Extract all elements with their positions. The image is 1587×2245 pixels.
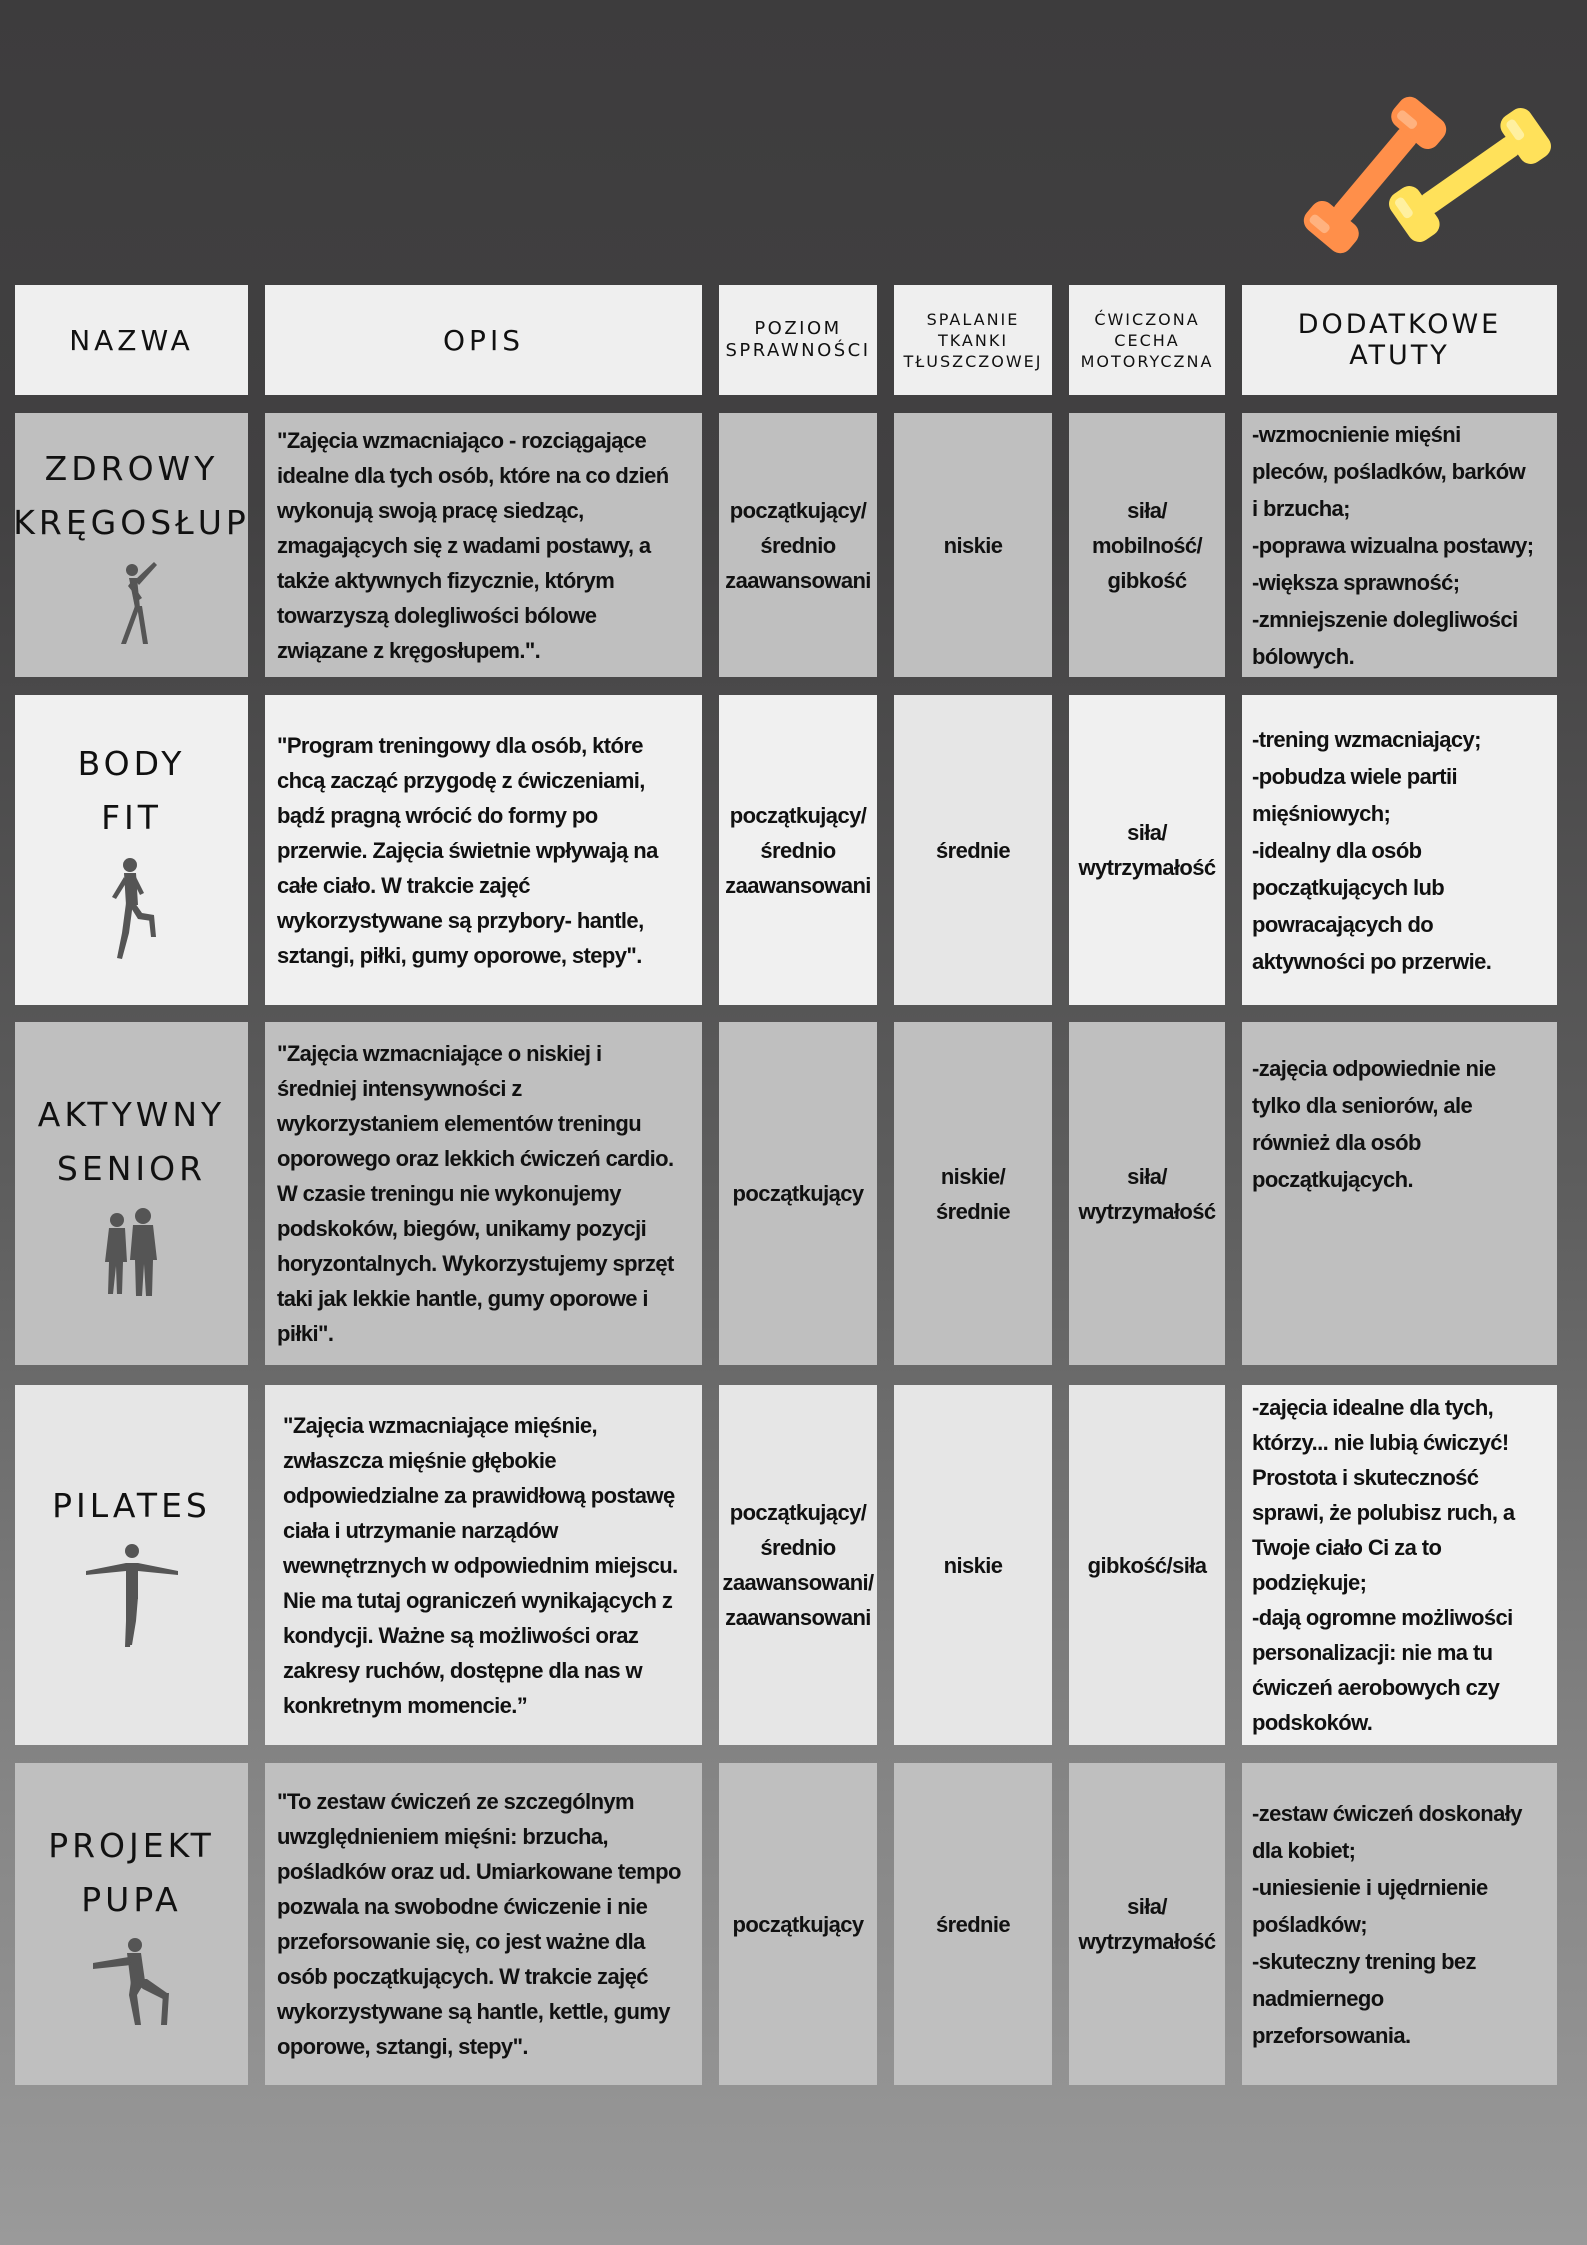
row-5-spalanie-cell [894,1763,1052,2085]
row-4-name: PILATES [52,1486,211,1525]
row-4-cecha: gibkość/siła [1087,1552,1207,1578]
row-2-atuty-cell [1242,695,1557,1005]
row-4-poziom: początkujący/ średnio zaawansowani/ zaawansowani [722,1500,874,1630]
row-2-cecha: siła/ wytrzymałość [1078,820,1216,880]
row-5-cecha-cell [1069,1763,1225,2085]
row-2-poziom: początkujący/ średnio zaawansowani [725,802,871,898]
row-2-atuty: -trening wzmacniający; -pobudza wiele partii mięśniowych; -idealny dla osób początkujących lub powracających do aktywności po przerwie. [1252,726,1492,974]
stretching-silhouette-icon [102,558,162,648]
row-1-spalanie-cell [894,413,1052,677]
header-opis-label: OPIS [443,323,524,357]
row-3-poziom-cell [719,1022,877,1365]
row-1-atuty: -wzmocnienie mięśni pleców, pośladków, barków i brzucha; -poprawa wizualna postawy; -większa sprawność; -zmniejszenie dolegliwości bólowych. [1252,421,1534,669]
header-poziom [719,285,877,395]
header-poziom-label: POZIOM SPRAWNOŚCI [725,318,871,361]
row-1-name: ZDROWY KRĘGOSŁUP [13,449,250,542]
row-5-atuty-cell [1242,1763,1557,2085]
row-5-poziom: początkujący [732,1911,864,1937]
row-5-atuty: -zestaw ćwiczeń doskonały dla kobiet; -uniesienie i ujędrnienie pośladków; -skuteczny trening bez nadmiernego przeforsowania. [1252,1800,1522,2048]
row-2-poziom-cell [719,695,877,1005]
row-3-opis-cell [265,1022,702,1365]
header-nazwa-label: NAZWA [69,323,194,357]
squat-silhouette-icon [87,1935,177,2030]
header-spalanie [894,285,1052,395]
row-3-atuty-cell [1242,1022,1557,1365]
row-5-spalanie: średnie [935,1911,1011,1937]
row-3-spalanie: niskie/ średnie [935,1163,1011,1224]
header-cecha-label: ĆWICZONA CECHA MOTORYCZNA [1080,309,1214,371]
row-3-poziom: początkujący [732,1181,864,1206]
row-1-cecha-cell [1069,413,1225,677]
row-1-spalanie: niskie [943,532,1003,558]
row-5-opis: "To zestaw ćwiczeń ze szczególnym uwzględnieniem mięśni: brzucha, pośladków oraz ud. Umiarkowane tempo pozwala na swobodne ćwiczenie i nie przeforsowanie się, co jest ważne dla osób początkujących. W trakcie zajęć wykorzystywane są hantle, kettle, gumy oporowe, sztangi, stepy". [277,1789,681,2059]
row-2-name: BODY FIT [77,744,186,837]
row-2-opis: "Program treningowy dla osób, które chcą zacząć przygodę z ćwiczeniami, bądź pragną wrócić do formy po przerwie. Zajęcia świetnie wpływają na całe ciało. W trakcie zajęć wykorzystywane są przybory- hantle, sztangi, piłki, gumy oporowe, stepy". [277,732,658,968]
row-4-spalanie-cell [894,1385,1052,1745]
header-atuty [1242,285,1557,395]
header-spalanie-label: SPALANIE TKANKI TŁUSZCZOWEJ [903,309,1043,371]
row-3-cecha: siła/ wytrzymałość [1078,1163,1216,1224]
row-5-name-cell [15,1763,248,2085]
row-2-spalanie: średnie [935,837,1011,863]
row-1-poziom: początkujący/ średnio zaawansowani [725,497,871,593]
row-1-opis: "Zajęcia wzmacniająco - rozciągające idealne dla tych osób, które na co dzień wykonują swoją pracę siedząc, zmagających się z wadami postawy, a także aktywnych fizycznie, którym towarzyszą dolegliwości bólowe związane z kręgosłupem.". [277,427,669,663]
row-2-opis-cell [265,695,702,1005]
row-5-cecha: siła/ wytrzymałość [1078,1894,1216,1954]
row-2-spalanie-cell [894,695,1052,1005]
row-1-name-cell [15,413,248,677]
row-4-name-cell [15,1385,248,1745]
dumbbells-icon [1290,75,1580,255]
header-opis [265,285,702,395]
row-4-cecha-cell [1069,1385,1225,1745]
row-3-atuty: -zajęcia odpowiednie nie tylko dla seniorów, ale również dla osób początkujących. [1252,1056,1496,1192]
row-1-opis-cell [265,413,702,677]
row-3-opis: "Zajęcia wzmacniające o niskiej i średniej intensywności z wykorzystaniem elementów treningu oporowego oraz lekkich ćwiczeń cardio. W czasie treningu nie wykonujemy podskoków, biegów, unikamy pozycji horyzontalnych. Wykorzystujemy sprzęt taki jak lekkie hantle, gumy oporowe i piłki". [277,1041,674,1346]
fitness-silhouette-icon [102,853,162,963]
row-4-atuty: -zajęcia idealne dla tych, którzy... nie lubią ćwiczyć! Prostota i skuteczność sprawi, że polubisz ruch, a Twoje ciało Ci za to podziękuje; -dają ogromne możliwości personalizacji: nie ma tu ćwiczeń aerobowych czy podskoków. [1252,1395,1515,1735]
row-4-spalanie: niskie [943,1552,1003,1578]
header-atuty-label: DODATKOWE ATUTY [1297,309,1502,371]
row-3-cecha-cell [1069,1022,1225,1365]
row-3-name-cell [15,1022,248,1365]
row-1-poziom-cell [719,413,877,677]
row-4-opis: "Zajęcia wzmacniające mięśnie, zwłaszcza mięśnie głębokie odpowiedzialne za prawidłową postawę ciała i utrzymanie narządów wewnętrznych w odpowiednim miejscu. Nie ma tutaj ograniczeń wynikających z kondycji. Ważne są możliwości oraz zakresy ruchów, dostępne dla nas w konkretnym momencie.” [283,1412,678,1718]
pilates-silhouette-icon [82,1541,182,1651]
header-cecha [1069,285,1225,395]
row-5-poziom-cell [719,1763,877,2085]
senior-couple-icon [97,1204,167,1299]
row-2-cecha-cell [1069,695,1225,1005]
row-4-opis-cell [265,1385,702,1745]
header-nazwa [15,285,248,395]
row-5-opis-cell [265,1763,702,2085]
row-4-poziom-cell [719,1385,877,1745]
row-1-atuty-cell [1242,413,1557,677]
row-5-name: PROJEKT PUPA [48,1825,215,1919]
row-3-spalanie-cell [894,1022,1052,1365]
row-4-atuty-cell [1242,1385,1557,1745]
row-2-name-cell [15,695,248,1005]
row-3-name: AKTYWNY SENIOR [37,1095,226,1188]
row-1-cecha: siła/ mobilność/ gibkość [1091,497,1203,593]
